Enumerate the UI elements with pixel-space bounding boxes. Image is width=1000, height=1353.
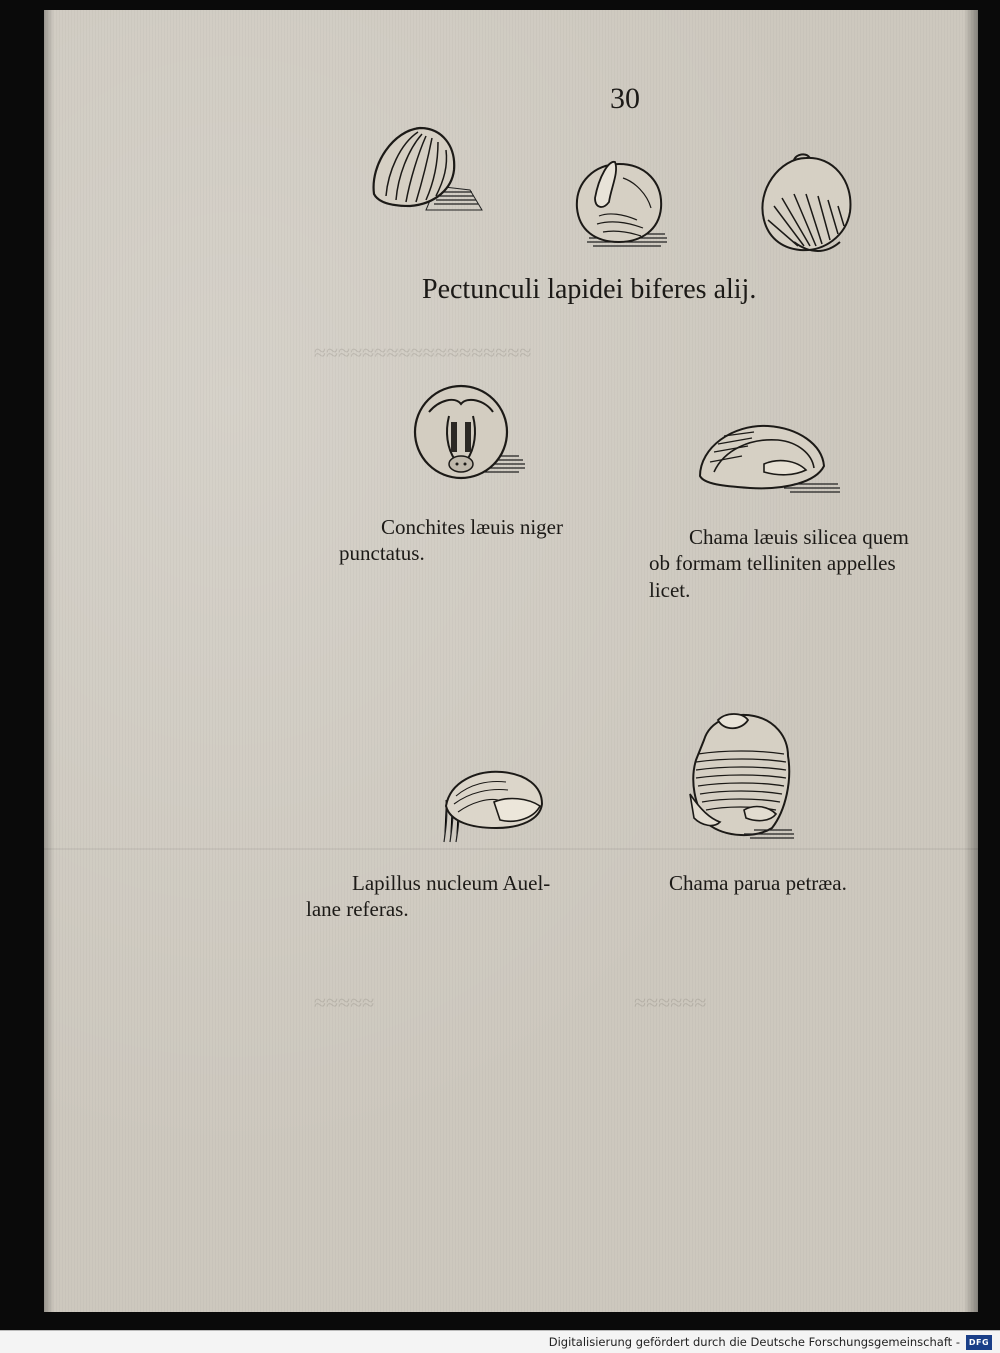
caption-line: lane referas. bbox=[306, 897, 409, 922]
fold-line bbox=[44, 848, 978, 850]
shell-woodcut-icon bbox=[409, 382, 529, 492]
caption-line: Chama parua petræa. bbox=[669, 871, 847, 895]
shell-woodcut-icon bbox=[684, 710, 799, 845]
caption-line: Lapillus nucleum Auel- bbox=[352, 871, 551, 895]
page-number: 30 bbox=[610, 82, 640, 115]
page-gutter-shadow bbox=[44, 10, 54, 1312]
caption-line: punctatus. bbox=[339, 541, 425, 566]
caption-line: licet. bbox=[649, 577, 691, 602]
show-through-text: ≈≈≈≈≈≈≈≈≈≈≈≈≈≈≈≈≈≈ bbox=[314, 340, 532, 365]
page-edge-shadow bbox=[964, 10, 978, 1312]
show-through-text: ≈≈≈≈≈≈ bbox=[634, 990, 707, 1015]
show-through-text: ≈≈≈≈≈ bbox=[314, 990, 375, 1015]
shell-woodcut-icon bbox=[754, 150, 864, 260]
figure-caption bbox=[649, 524, 909, 603]
dfg-logo-icon: DFG bbox=[966, 1335, 992, 1350]
figure-caption bbox=[339, 514, 563, 567]
shell-woodcut-icon bbox=[694, 418, 844, 498]
shell-woodcut-icon bbox=[366, 124, 486, 214]
caption-line: ob formam telliniten appelles bbox=[649, 551, 896, 576]
shell-woodcut-icon bbox=[569, 158, 674, 253]
footer-credit: Digitalisierung gefördert durch die Deutsche Forschungsgemeinschaft - bbox=[548, 1335, 960, 1349]
figure-caption bbox=[669, 870, 847, 896]
book-page bbox=[44, 10, 978, 1312]
shell-woodcut-icon bbox=[436, 766, 556, 846]
figure-caption bbox=[306, 870, 550, 923]
caption-line: Conchites læuis niger bbox=[381, 515, 563, 539]
plate-heading: Pectunculi lapidei biferes alij. bbox=[422, 274, 757, 305]
digitization-footer bbox=[0, 1330, 1000, 1353]
caption-line: Chama læuis silicea quem bbox=[689, 525, 909, 549]
